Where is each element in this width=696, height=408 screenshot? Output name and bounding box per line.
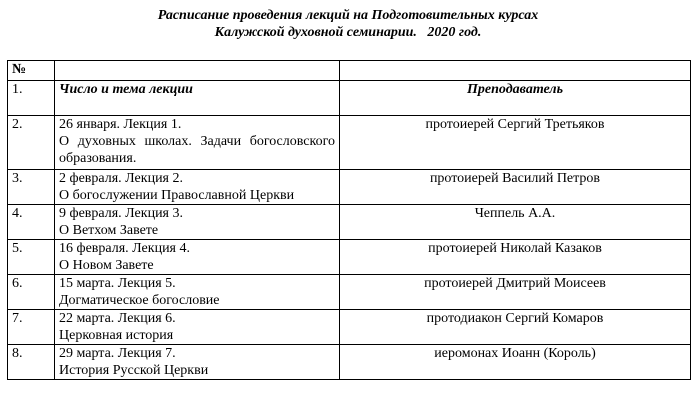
lecture-cell — [55, 116, 340, 170]
number-header-cell: № — [8, 61, 55, 81]
lecture-date: 26 января. Лекция 1. — [59, 117, 182, 132]
table-row — [8, 240, 691, 275]
lecture-cell — [55, 310, 340, 345]
lecture-topic: О богослужении Православной Церкви — [59, 188, 295, 203]
lecture-cell — [55, 170, 340, 205]
row-number: 6. — [8, 275, 55, 310]
lecture-date: 22 марта. Лекция 6. — [59, 311, 176, 326]
row-number: 7. — [8, 310, 55, 345]
lecture-cell — [55, 345, 340, 380]
lecture-topic: Церковная история — [59, 328, 174, 343]
lecture-date: 15 марта. Лекция 5. — [59, 276, 176, 291]
lecture-date: 2 февраля. Лекция 2. — [59, 171, 183, 186]
lecture-topic: О духовных школах. Задачи богословского образования. — [59, 134, 335, 166]
empty-header-cell — [55, 61, 340, 81]
teacher-cell: протодиакон Сергий Комаров — [340, 310, 691, 345]
teacher-cell: протоиерей Николай Казаков — [340, 240, 691, 275]
row-number: 8. — [8, 345, 55, 380]
lecture-date: 16 февраля. Лекция 4. — [59, 241, 190, 256]
number-header-row — [8, 61, 691, 81]
lecture-date: 9 февраля. Лекция 3. — [59, 206, 183, 221]
document-title-line-1: Расписание проведения лекций на Подготовительных курсах — [157, 8, 539, 23]
table-row — [8, 310, 691, 345]
table-row — [8, 205, 691, 240]
row-number: 4. — [8, 205, 55, 240]
table-row — [8, 275, 691, 310]
document-title — [0, 7, 696, 41]
lecture-topic: История Русской Церкви — [59, 363, 209, 378]
row-number: 5. — [8, 240, 55, 275]
lecture-topic: О Новом Завете — [59, 258, 154, 273]
table-row — [8, 170, 691, 205]
lecture-date: 29 марта. Лекция 7. — [59, 346, 176, 361]
column-header-row — [8, 81, 691, 116]
teacher-cell: протоиерей Василий Петров — [340, 170, 691, 205]
table-row — [8, 116, 691, 170]
teacher-column-header: Преподаватель — [340, 81, 691, 116]
empty-header-cell — [340, 61, 691, 81]
row-number: 2. — [8, 116, 55, 170]
lecture-cell — [55, 240, 340, 275]
lecture-topic: О Ветхом Завете — [59, 223, 159, 238]
lecture-cell — [55, 275, 340, 310]
lecture-topic: Догматическое богословие — [59, 293, 220, 308]
row-number: 1. — [8, 81, 55, 116]
lecture-cell — [55, 205, 340, 240]
teacher-cell: иеромонах Иоанн (Король) — [340, 345, 691, 380]
teacher-cell: протоиерей Дмитрий Моисеев — [340, 275, 691, 310]
teacher-cell: Чеппель А.А. — [340, 205, 691, 240]
teacher-cell: протоиерей Сергий Третьяков — [340, 116, 691, 170]
lecture-schedule-table — [7, 60, 691, 380]
document-title-line-2: Калужской духовной семинарии. 2020 год. — [214, 25, 482, 40]
row-number: 3. — [8, 170, 55, 205]
table-row — [8, 345, 691, 380]
lecture-column-header: Число и тема лекции — [55, 81, 340, 116]
